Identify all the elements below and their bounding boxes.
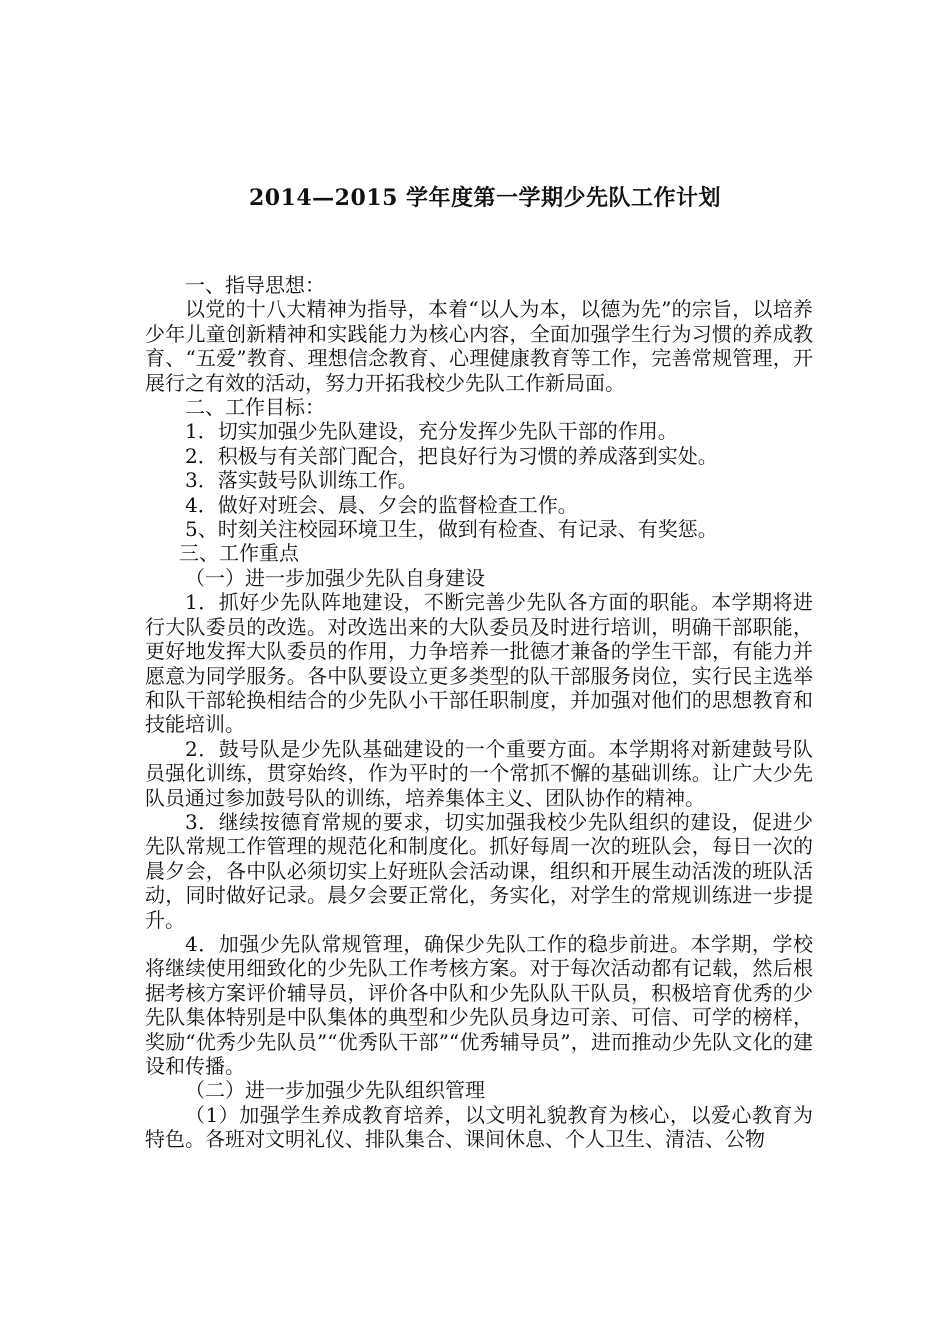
subsection-heading-organization-management: （二）进一步加强少先队组织管理 — [185, 1078, 485, 1103]
document-title: 2014—2015 学年度第一学期少先队工作计划 — [248, 185, 722, 211]
goal-item-5: 5、时刻关注校园环境卫生，做到有检查、有记录、有奖惩。 — [185, 517, 718, 542]
goal-item-1: 1．切实加强少先队建设，充分发挥少先队干部的作用。 — [185, 419, 678, 444]
subsection-heading-self-building: （一）进一步加强少先队自身建设 — [185, 565, 485, 590]
paragraph-focus-2: 2．鼓号队是少先队基础建设的一个重要方面。本学期将对新建鼓号队员强化训练，贯穿始终，作为平时的一个常抓不懈的基础训练。让广大少先队员通过参加鼓号队的训练，培养集体主义、团队协作的精神。 — [145, 736, 813, 810]
document-body — [145, 273, 813, 1152]
goal-item-3: 3．落实鼓号队训练工作。 — [185, 468, 418, 493]
goal-item-2: 2．积极与有关部门配合，把良好行为习惯的养成落到实处。 — [185, 443, 718, 468]
section-heading-work-focus: 三、工作重点 — [179, 541, 299, 566]
section-heading-guiding-ideology: 一、指导思想： — [185, 273, 325, 297]
paragraph-focus-4: 4．加强少先队常规管理，确保少先队工作的稳步前进。本学期，学校将继续使用细致化的少先队工作考核方案。对于每次活动都有记载，然后根据考核方案评价辅导员，评价各中队和少先队队干队员，积极培育优秀的少先队集体特别是中队集体的典型和少先队员身边可亲、可信、可学的榜样，奖励“优秀少先队员”“优秀队干部”“优秀辅导员”，进而推动少先队文化的建设和传播。 — [145, 931, 813, 1078]
paragraph-guiding-ideology: 以党的十八大精神为指导，本着“以人为本，以德为先”的宗旨，以培养少年儿童创新精神和实践能力为核心内容，全面加强学生行为习惯的养成教育、“五爱”教育、理想信念教育、心理健康教育等工作，完善常规管理，开展行之有效的活动，努力开拓我校少先队工作新局面。 — [145, 297, 813, 395]
paragraph-focus-3: 3．继续按德育常规的要求，切实加强我校少先队组织的建设，促进少先队常规工作管理的规范化和制度化。抓好每周一次的班队会，每日一次的晨夕会，各中队必须切实上好班队会活动课，组织和开展生动活泼的班队活动，同时做好记录。晨夕会要正常化，务实化，对学生的常规训练进一步提升。 — [145, 809, 813, 932]
section-heading-work-goals: 二、工作目标： — [185, 395, 325, 420]
paragraph-management-1: （1）加强学生养成教育培养，以文明礼貌教育为核心，以爱心教育为特色。各班对文明礼仪、排队集合、课间休息、个人卫生、清洁、公物 — [145, 1102, 813, 1152]
goal-item-4: 4．做好对班会、晨、夕会的监督检查工作。 — [185, 492, 578, 517]
paragraph-focus-1: 1．抓好少先队阵地建设，不断完善少先队各方面的职能。本学期将进行大队委员的改选。对改选出来的大队委员及时进行培训，明确干部职能，更好地发挥大队委员的作用，力争培养一批德才兼备的学生干部，有能力并愿意为同学服务。各中队要设立更多类型的队干部服务岗位，实行民主选举和队干部轮换相结合的少先队小干部任职制度，并加强对他们的思想教育和技能培训。 — [145, 590, 813, 737]
